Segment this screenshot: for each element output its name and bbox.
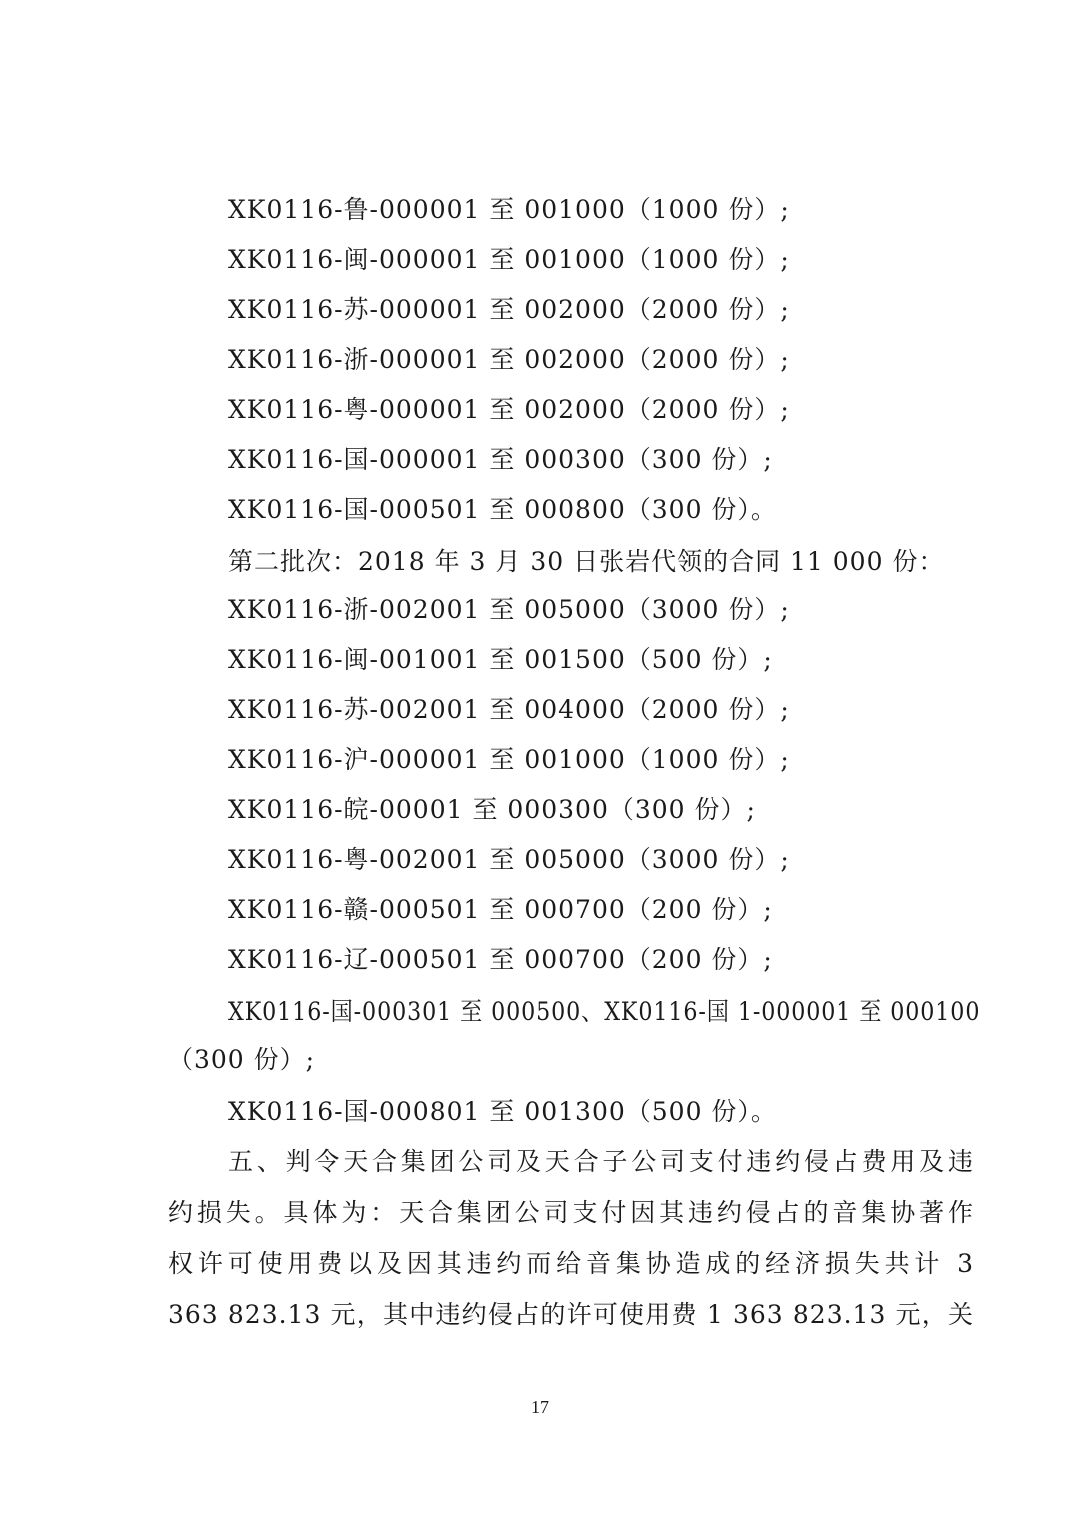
text-line: XK0116-浙-002001 至 005000（3000 份）;: [228, 595, 790, 624]
batch-heading: 第二批次：2018 年 3 月 30 日张岩代领的合同 11 000 份：: [228, 547, 945, 576]
text-line: XK0116-国-000801 至 001300（500 份）。: [228, 1097, 777, 1126]
text-line: XK0116-国-000301 至 000500、XK0116-国 1-000001 至 000100: [228, 997, 981, 1026]
page-number: 17: [531, 1397, 549, 1417]
text-line: XK0116-浙-000001 至 002000（2000 份）;: [228, 345, 790, 374]
text-line: XK0116-国-000501 至 000800（300 份）。: [228, 495, 777, 524]
text-line: XK0116-沪-000001 至 001000（1000 份）;: [228, 745, 790, 774]
text-line: XK0116-国-000001 至 000300（300 份）;: [228, 445, 773, 474]
text-line: XK0116-闽-001001 至 001500（500 份）;: [228, 645, 773, 674]
text-line: XK0116-粤-002001 至 005000（3000 份）;: [228, 845, 790, 874]
paragraph-line: 363 823.13 元，其中违约侵占的许可使用费 1 363 823.13 元，关: [168, 1300, 974, 1329]
text-line: XK0116-苏-002001 至 004000（2000 份）;: [228, 695, 790, 724]
paragraph-line: 五、判令天合集团公司及天合子公司支付违约侵占费用及违: [228, 1147, 974, 1176]
text-line: XK0116-苏-000001 至 002000（2000 份）;: [228, 295, 790, 324]
paragraph-line: 约损失。具体为：天合集团公司支付因其违约侵占的音集协著作: [168, 1198, 974, 1227]
paragraph-line: 权许可使用费以及因其违约而给音集协造成的经济损失共计 3: [168, 1249, 974, 1278]
text-line: XK0116-闽-000001 至 001000（1000 份）;: [228, 245, 790, 274]
text-line: XK0116-辽-000501 至 000700（200 份）;: [228, 945, 773, 974]
text-line: XK0116-鲁-000001 至 001000（1000 份）;: [228, 195, 790, 224]
text-line: XK0116-皖-00001 至 000300（300 份）;: [228, 795, 756, 824]
text-line: XK0116-赣-000501 至 000700（200 份）;: [228, 895, 773, 924]
text-line: （300 份）;: [168, 1045, 316, 1074]
text-line: XK0116-粤-000001 至 002000（2000 份）;: [228, 395, 790, 424]
